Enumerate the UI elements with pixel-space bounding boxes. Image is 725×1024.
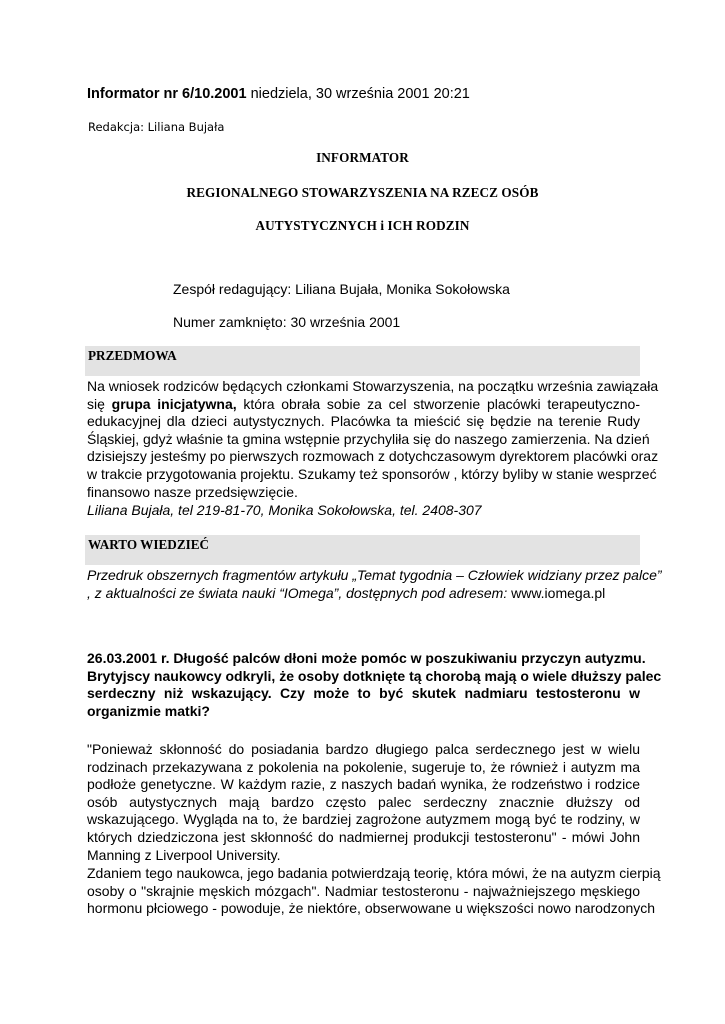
document-header <box>87 86 470 102</box>
section-preface <box>85 346 640 376</box>
text-line: osoby o "skrajnie męskich mózgach". Nadmiar testosteronu - najważniejszego męskiego <box>87 882 640 899</box>
section-heading: WARTO WIEDZIEĆ <box>88 537 210 552</box>
text-line <box>87 585 640 603</box>
text-line: osób autystycznych mają bardzo często palec serdeczny znacznie dłuższy od <box>87 793 640 810</box>
article-paragraph-2 <box>87 865 661 918</box>
text-line: "Ponieważ skłonność do posiadania bardzo długiego palca serdecznego jest w wielu <box>87 741 640 757</box>
text-line: Na wniosek rodziców będących członkami Stowarzyszenia, na początku września zawiązała <box>87 378 659 394</box>
preface-contacts <box>87 502 640 520</box>
text-line: w trakcie przygotowania projektu. Szukamy też sponsorów , którzy byliby w stanie wesprzeć <box>87 465 657 482</box>
text-line: wskazującego. Wygląda na to, że bardziej zagrożone autyzmem mogą być te rodziny, w <box>87 811 640 828</box>
text-line: hormonu płciowego - powoduje, że niektóre, obserwowane u większości nowo narodzonych <box>87 900 656 917</box>
issue-title: Informator nr 6/10.2001 <box>87 86 247 102</box>
text-line: podłoże genetyczne. W każdym razie, z naszych badań wynika, że rodzeństwo i rodzice <box>87 776 640 793</box>
text-line: Liliana Bujała, tel 219-81-70, Monika Sokołowska, tel. 2408-307 <box>87 502 482 518</box>
text-line: Śląskiej, gdyż właśnie ta gmina wstępnie przychyliła się do naszego zamierzenia. Na dzień <box>87 430 650 447</box>
editorial-team: Zespół redagujący: Liliana Bujała, Monika Sokołowska <box>173 281 510 297</box>
text-line: 26.03.2001 r. Długość palców dłoni może pomóc w poszukiwaniu przyczyn autyzmu. <box>87 650 646 666</box>
text-line: Zdaniem tego naukowca, jego badania potwierdzają teorię, która mówi, że na autyzm cierpią <box>87 865 661 881</box>
highlight-text: grupa inicjatywna, <box>111 395 237 412</box>
masthead-line-3: AUTYSTYCZNYCH i ICH RODZIN <box>255 218 470 233</box>
text-line: organizmie matki? <box>87 702 210 719</box>
text-run: , z aktualności ze świata nauki “IOmega”, dostępnych pod adresem: <box>87 584 512 601</box>
text-line: rodzinach przekazywana z pokolenia na pokolenie, sugeruje to, że również i autyzm ma <box>87 758 640 775</box>
closing-date: Numer zamknięto: 30 września 2001 <box>173 314 401 330</box>
text-line: edukacyjnej dla dzieci autystycznych. Placówka ta mieścić się będzie na terenie Rudy <box>87 413 640 430</box>
text-run: się <box>87 395 112 412</box>
text-line: których dziedziczona jest skłonność do nadmiernej produkcji testosteronu" - mówi John <box>87 828 640 845</box>
issue-date: niedziela, 30 września 2001 20:21 <box>246 86 470 102</box>
section-worth-knowing <box>85 535 640 565</box>
text-line: finansowo nasze przedsięwzięcie. <box>87 483 298 500</box>
text-line: Brytyjscy naukowcy odkryli, że osoby dotknięte tą chorobą mają o wiele dłuższy palec <box>87 667 662 684</box>
source-note <box>87 567 662 602</box>
article-paragraph-1 <box>87 741 640 864</box>
text-line: Przedruk obszernych fragmentów artykułu „Temat tygodnia – Człowiek widziany przez palce” <box>87 567 662 583</box>
text-line <box>87 396 640 414</box>
text-line: Manning z Liverpool University. <box>87 846 281 863</box>
editor-line: Redakcja: Liliana Bujała <box>88 120 225 134</box>
text-line: dzisiejszy jesteśmy po pierwszych rozmowach z dotychczasowym dyrektorem placówki oraz <box>87 448 659 465</box>
article-lead <box>87 650 662 720</box>
text-run: która obrała sobie za cel stworzenie placówki terapeutyczno- <box>236 395 640 412</box>
section-heading: PRZEDMOWA <box>88 348 177 363</box>
masthead-line-2: REGIONALNEGO STOWARZYSZENIA NA RZECZ OSÓB <box>186 185 539 200</box>
preface-paragraph <box>87 378 659 501</box>
masthead-line-1: INFORMATOR <box>316 150 409 165</box>
text-line: serdeczny niż wskazujący. Czy może to być skutek nadmiaru testosteronu w <box>87 685 640 702</box>
source-link[interactable]: www.iomega.pl <box>511 584 606 601</box>
